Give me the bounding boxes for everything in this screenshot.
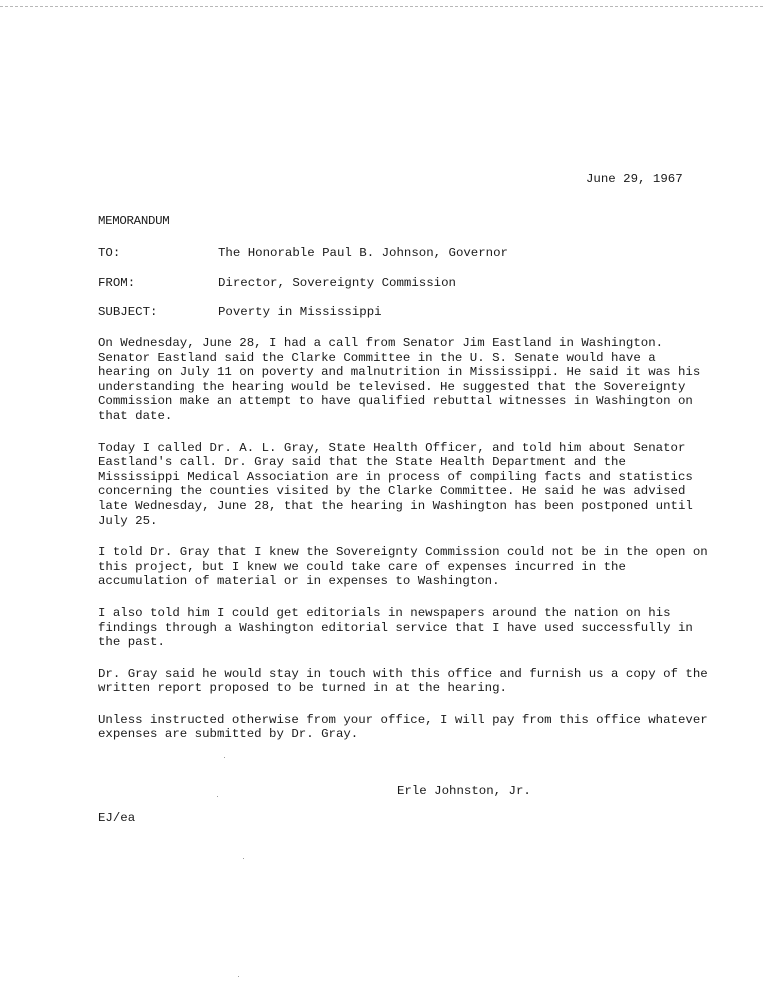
memo-heading: MEMORANDUM <box>98 214 170 228</box>
scan-speck <box>243 858 244 859</box>
to-label: TO: <box>98 246 121 260</box>
to-value: The Honorable Paul B. Johnson, Governor <box>218 246 508 260</box>
scan-speck <box>238 976 239 977</box>
memo-date: June 29, 1967 <box>586 172 683 186</box>
body-paragraph: I also told him I could get editorials in newspapers around the nation on his findings through a Washington editorial service that I have used successfully in the past. <box>98 605 693 650</box>
memo-body <box>98 336 708 759</box>
body-paragraph: I told Dr. Gray that I knew the Sovereignty Commission could not be in the open on this project, but I knew we could take care of expenses incurred in the accumulation of material or in expenses to Washington. <box>98 545 708 589</box>
body-paragraph: On Wednesday, June 28, I had a call from Senator Jim Eastland in Washington. Senator Eastland said the Clarke Committee in the U. S. Senate would have a hearing on July 11 on poverty and malnutrition in Mississippi. He said it was his understanding the hearing would be televised. He suggested that the Sovereignty Commission make an attempt to have qualified rebuttal witnesses in Washington on that date. <box>98 336 701 423</box>
scan-speck <box>217 796 218 797</box>
body-paragraph: Unless instructed otherwise from your office, I will pay from this office whatever expenses are submitted by Dr. Gray. <box>98 712 708 742</box>
body-paragraph: Dr. Gray said he would stay in touch with this office and furnish us a copy of the written report proposed to be turned in at the hearing. <box>98 666 708 696</box>
reference-initials: EJ/ea <box>98 811 136 825</box>
from-label: FROM: <box>98 276 136 290</box>
signature-name: Erle Johnston, Jr. <box>397 784 531 798</box>
subject-value: Poverty in Mississippi <box>218 305 382 319</box>
subject-label: SUBJECT: <box>98 305 158 319</box>
page-top-edge <box>0 0 763 7</box>
from-value: Director, Sovereignty Commission <box>218 276 456 290</box>
scan-speck <box>224 757 225 758</box>
body-paragraph: Today I called Dr. A. L. Gray, State Health Officer, and told him about Senator Eastland's call. Dr. Gray said that the State Health Department and the Mississippi Medical Association are in process of compiling facts and statistics concerning the counties visited by the Clarke Committee. He said he was advised late Wednesday, June 28, that the hearing in Washington has been postponed until July 25. <box>98 440 693 528</box>
